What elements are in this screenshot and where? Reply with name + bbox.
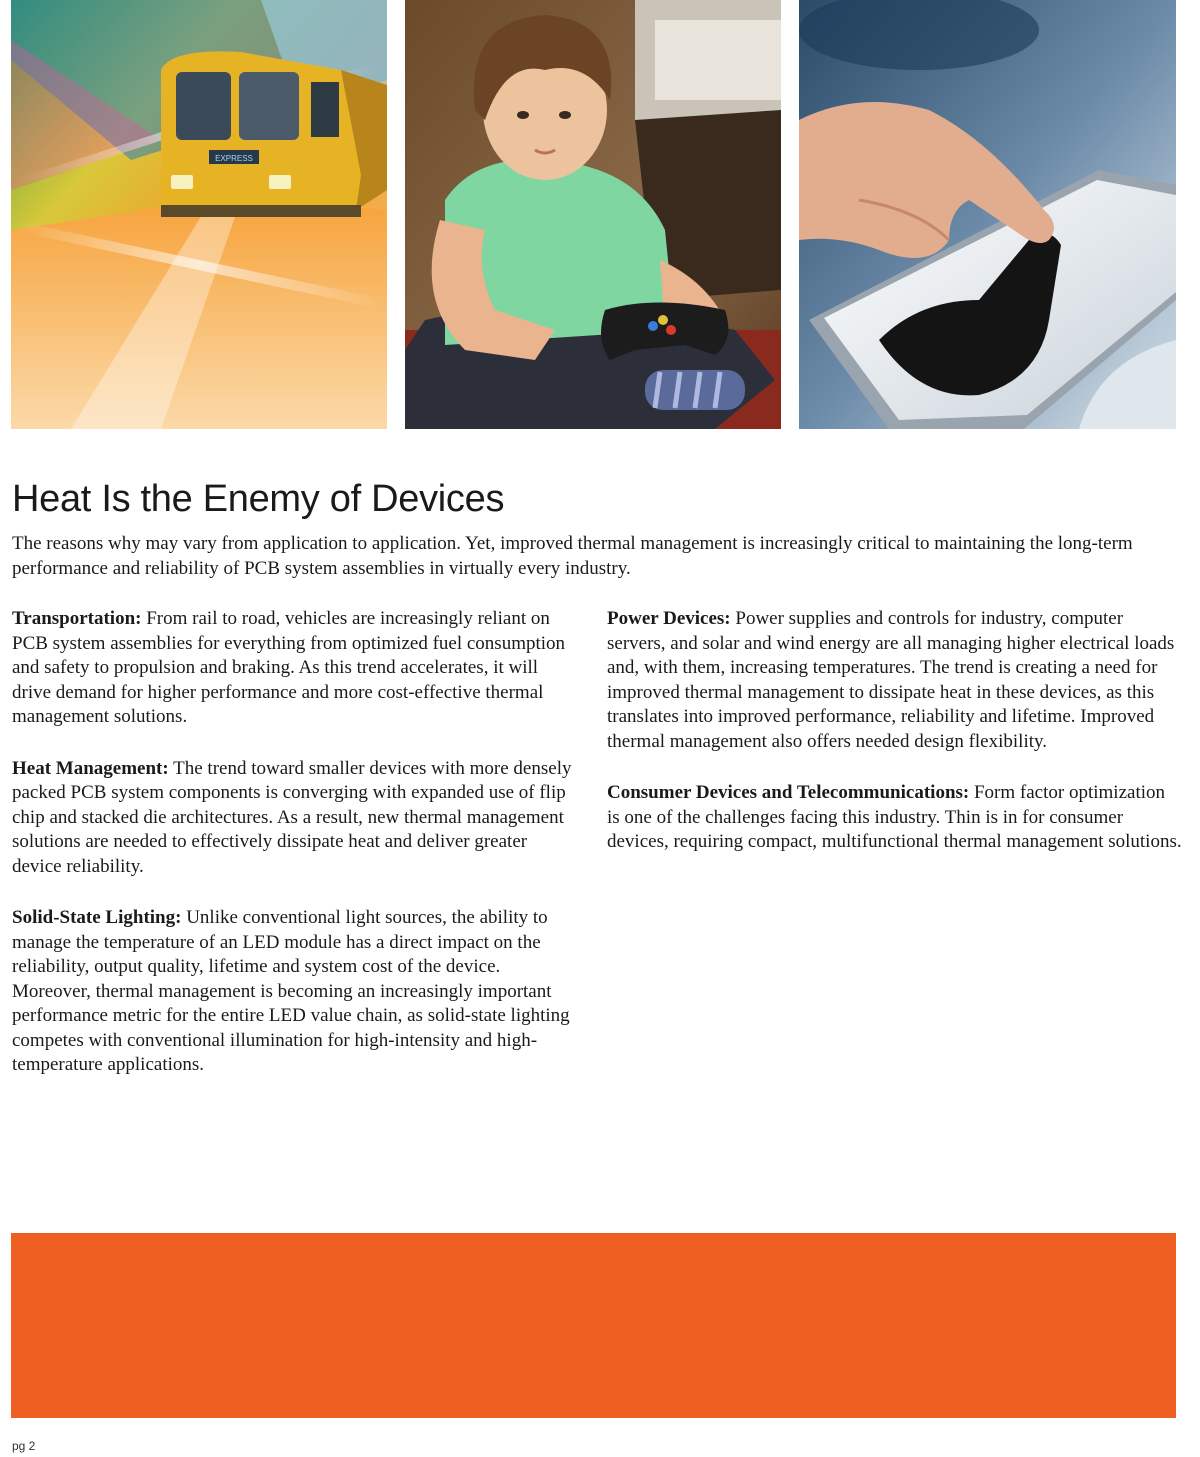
intro-paragraph: The reasons why may vary from application to application. Yet, improved thermal management is increasingly critical to maintaining the long-term performance and reliability of PCB system assemblies in virtually every industry. — [12, 533, 1133, 579]
boy-gaming-photo — [405, 0, 781, 429]
tablet-touch-photo — [799, 0, 1176, 429]
section-heading: Heat Management: — [12, 757, 169, 779]
section-heading: Transportation: — [12, 608, 142, 629]
section-heading: Consumer Devices and Telecommunications: — [607, 782, 970, 803]
section-consumer-devices — [607, 781, 1182, 855]
section-heading: Power Devices: — [607, 608, 731, 629]
section-power-devices — [607, 607, 1182, 754]
section-body: The trend toward smaller devices with more densely packed PCB system components is converging with expanded use of flip chip and stacked die architectures. As a result, new thermal management solutions are needed to effectively dissipate heat and deliver greater device reliability. — [12, 757, 572, 877]
section-heading: Solid-State Lighting: — [12, 907, 182, 928]
section-body: From rail to road, vehicles are increasingly reliant on PCB system assemblies for everything from optimized fuel consumption and safety to propulsion and braking. As this trend accelerates, it will drive demand for higher performance and more cost-effective thermal management solutions. — [12, 608, 566, 727]
right-column — [607, 607, 1182, 882]
section-heat-management — [12, 757, 577, 880]
page-number: pg 2 — [12, 1439, 36, 1453]
section-body: Power supplies and controls for industry, computer servers, and solar and wind energy are all managing higher electrical loads and, with them, increasing temperatures. The trend is creating a need for improved thermal management to dissipate heat in these devices, as this translates into improved performance, reliability and lifetime. Improved thermal management also offers needed design flexibility. — [607, 608, 1175, 752]
section-solid-state-lighting — [12, 906, 577, 1078]
train-destination-sign: EXPRESS — [215, 154, 253, 163]
left-column — [12, 607, 577, 1105]
train-photo — [11, 0, 387, 429]
section-transportation — [12, 607, 577, 730]
section-body: Form factor optimization is one of the challenges facing this industry. Thin is in for consumer devices, requiring compact, multifunctional thermal management solutions. — [607, 782, 1182, 852]
orange-color-block — [11, 1233, 1176, 1418]
page-title: Heat Is the Enemy of Devices — [12, 478, 505, 520]
section-body: Unlike conventional light sources, the ability to manage the temperature of an LED module has a direct impact on the reliability, output quality, lifetime and system cost of the device. Moreover, thermal management is becoming an increasingly important performance metric for the entire LED value chain, as solid-state lighting competes with conventional illumination for high-intensity and high-temperature applications. — [12, 907, 570, 1075]
